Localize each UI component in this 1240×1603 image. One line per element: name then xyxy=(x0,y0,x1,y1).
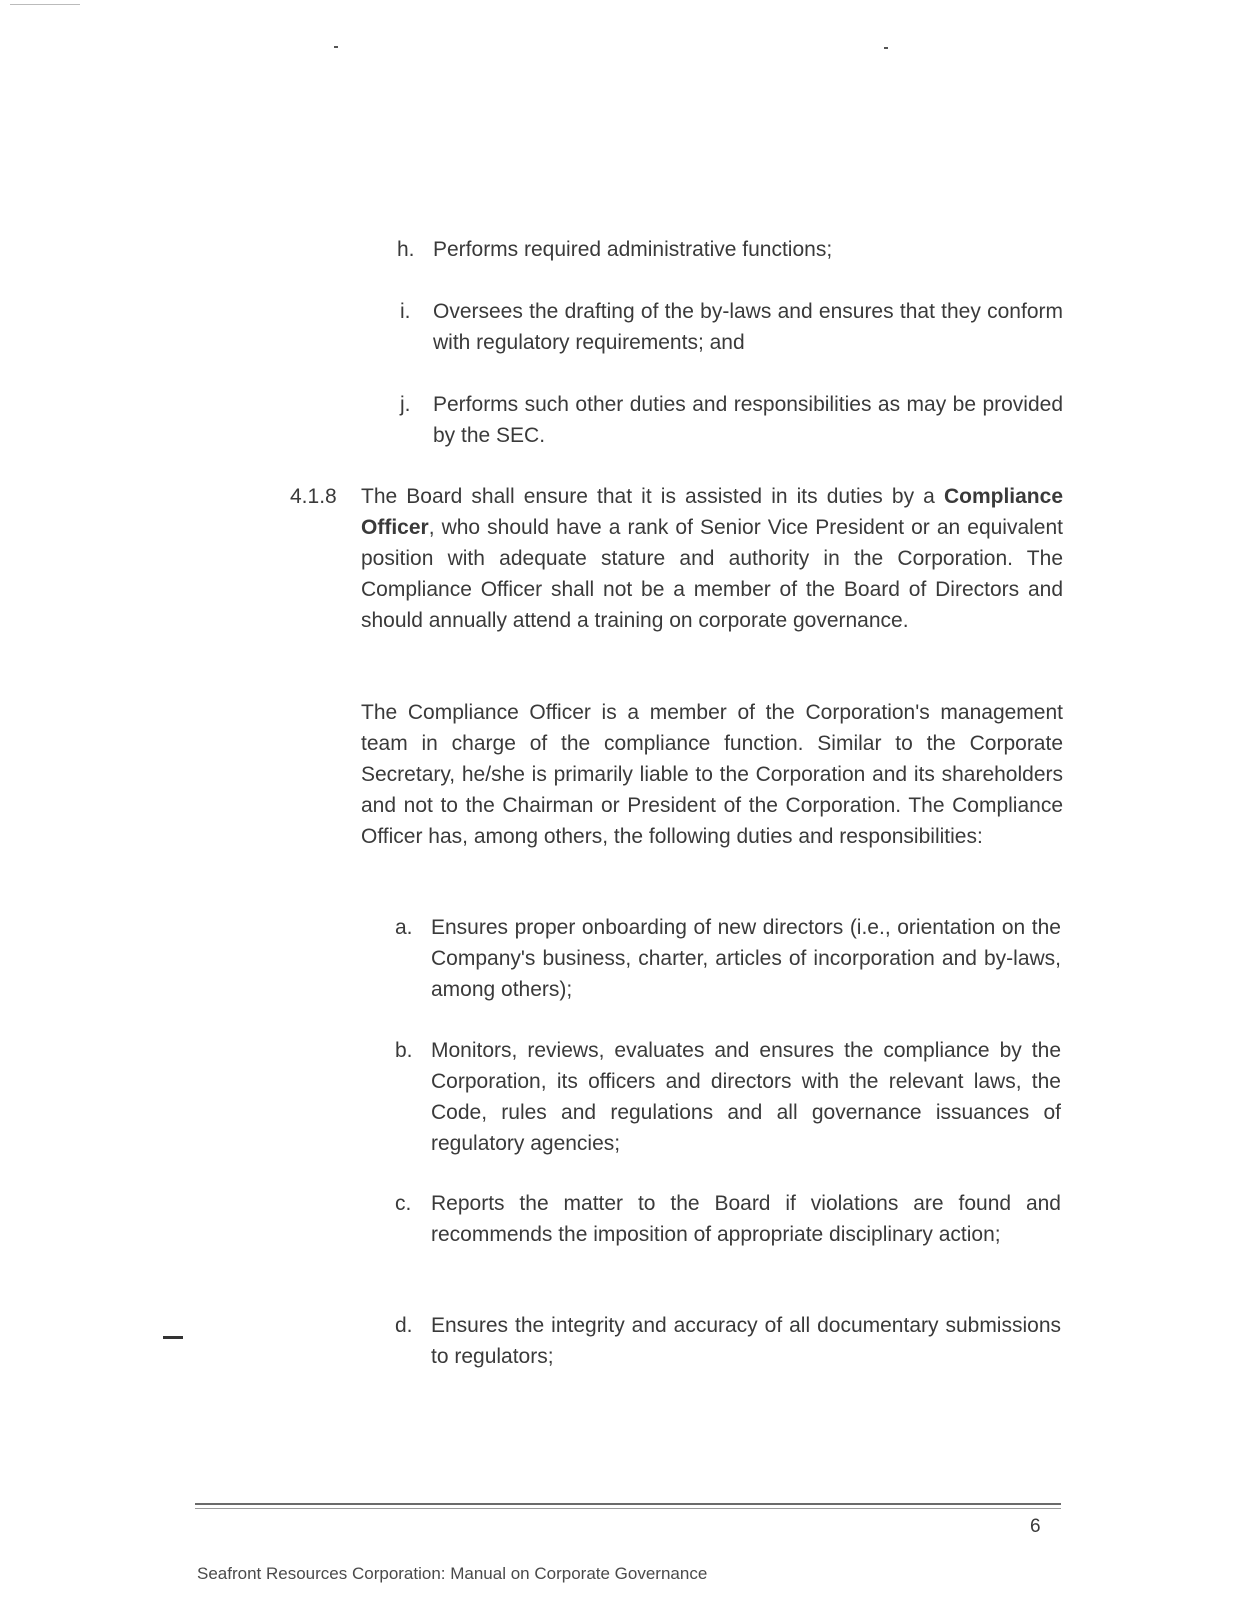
footer-rule xyxy=(195,1508,1061,1509)
section-paragraph xyxy=(361,481,1063,636)
list-item-text: Performs such other duties and responsibilities as may be provided by the SEC. xyxy=(433,393,1063,447)
list-marker: d. xyxy=(395,1314,413,1337)
footer-rule xyxy=(195,1503,1061,1505)
scan-speck xyxy=(334,46,338,48)
section-text-after: , who should have a rank of Senior Vice President or an equivalent position with adequate stature and authority in the Corporation. The Compliance Officer shall not be a member of the Board of Directors and should annually attend a training on corporate governance. xyxy=(361,516,1063,632)
compliance-paragraph: The Compliance Officer is a member of the Corporation's management team in charge of the compliance function. Similar to the Corporate Secretary, he/she is primarily liable to the Corporation and its shareholders and not to the Chairman or President of the Corporation. The Compliance Officer has, among others, the following duties and responsibilities: xyxy=(361,701,1063,848)
list-item-text: Ensures proper onboarding of new directors (i.e., orientation on the Company's business, charter, articles of incorporation and by-laws, among others); xyxy=(431,916,1061,1001)
list-marker: i. xyxy=(400,300,411,323)
page-number: 6 xyxy=(1030,1516,1041,1537)
list-item-text: Performs required administrative functions; xyxy=(433,238,833,261)
scan-speck xyxy=(163,1336,183,1339)
list-marker: c. xyxy=(395,1192,412,1215)
list-marker: a. xyxy=(395,916,413,939)
list-item-text: Monitors, reviews, evaluates and ensures the compliance by the Corporation, its officers and directors with the relevant laws, the Code, rules and regulations and all governance issuances of regulatory agencies; xyxy=(431,1039,1061,1155)
compliance-officer-term: Compliance Officer xyxy=(361,485,1063,539)
scan-speck xyxy=(884,47,888,49)
list-marker: h. xyxy=(397,238,415,261)
scan-speck xyxy=(10,4,80,5)
list-item-text: Reports the matter to the Board if violations are found and recommends the imposition of appropriate disciplinary action; xyxy=(431,1192,1061,1246)
list-marker: j. xyxy=(400,393,411,416)
section-number: 4.1.8 xyxy=(290,485,337,508)
list-item-text: Ensures the integrity and accuracy of all documentary submissions to regulators; xyxy=(431,1314,1061,1368)
list-item-text: Oversees the drafting of the by-laws and ensures that they conform with regulatory requirements; and xyxy=(433,300,1063,354)
section-text-before: The Board shall ensure that it is assisted in its duties by a xyxy=(361,485,935,508)
footer-text: Seafront Resources Corporation: Manual on Corporate Governance xyxy=(197,1564,708,1583)
list-marker: b. xyxy=(395,1039,413,1062)
